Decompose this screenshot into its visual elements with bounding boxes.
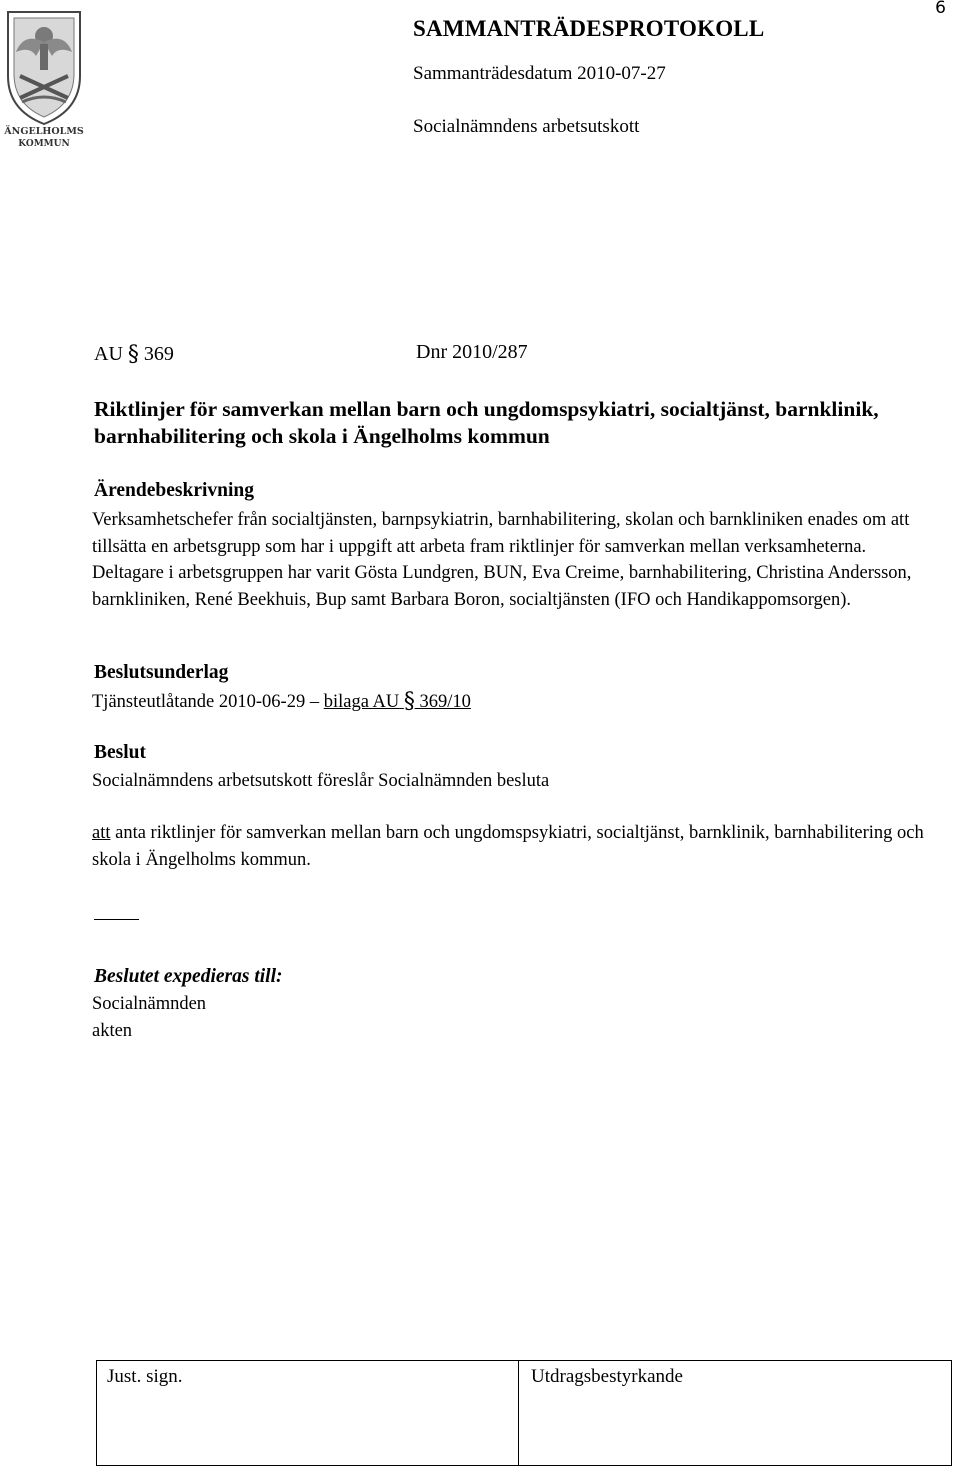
beslut-heading: Beslut [94,742,147,763]
separator-line [94,919,139,920]
bilaga-number: 369/10 [419,692,471,712]
section-symbol: § [127,342,139,367]
underlag-heading: Beslutsunderlag [94,662,229,683]
arende-text: Verksamhetschefer från socialtjänsten, barnpsykiatrin, barnhabilitering, skolan och barnkliniken enades om att tillsätta en arbetsgrupp som har i uppgift att arbeta fram riktlinjer för samverkan mellan verksamheterna. Deltagare i arbetsgruppen har varit Gösta Lundgren, BUN, Eva Creime, barnhabilitering, Christina Andersson, barnkliniken, René Beekhuis, Bup samt Barbara Boron, socialtjänsten (IFO och Handikappomsorgen). [92,510,912,610]
matter-title: Riktlinjer för samverkan mellan barn och ungdomspsykiatri, socialtjänst, barnklinik, barnhabilitering och skola i Ängelholms kommun [94,397,879,448]
signature-box [96,1360,952,1466]
utdragsbestyrkande-label: Utdragsbestyrkande [531,1366,683,1387]
signature-divider [518,1360,519,1466]
bilaga-link [323,689,471,714]
logo-text-line2: KOMMUN [18,139,70,148]
meeting-date: Sammanträdesdatum 2010-07-27 [413,63,666,84]
just-sign-label: Just. sign. [107,1366,183,1387]
beslut-intro: Socialnämndens arbetsutskott föreslår Socialnämnden besluta [92,771,550,791]
arende-heading: Ärendebeskrivning [94,480,254,501]
au-paragraph-ref [94,341,174,366]
bilaga-section-symbol: § [403,689,415,714]
recipient-item: akten [92,1021,133,1041]
expedieras-heading: Beslutet expedieras till: [94,966,283,987]
att-word: att [92,823,111,843]
municipality-logo [2,6,86,148]
diary-number: Dnr 2010/287 [416,341,528,363]
att-text: anta riktlinjer för samverkan mellan barn och ungdomspsykiatri, socialtjänst, barnklinik, barnhabilitering och skola i Ängelholms kommun. [92,823,924,870]
beslut-att-clause [92,820,942,873]
underlag-text [92,688,942,716]
logo-text-line1: ÄNGELHOLMS [4,126,84,137]
au-number: 369 [143,343,174,365]
underlag-doc: Tjänsteutlåtande 2010-06-29 – [92,692,320,712]
committee-name: Socialnämndens arbetsutskott [413,116,640,137]
protocol-title: SAMMANTRÄDESPROTOKOLL [413,16,765,41]
bilaga-prefix: bilaga AU [323,692,400,712]
page-number: 6 [935,0,946,18]
recipient-item: Socialnämnden [92,994,207,1014]
au-prefix: AU [94,343,123,365]
